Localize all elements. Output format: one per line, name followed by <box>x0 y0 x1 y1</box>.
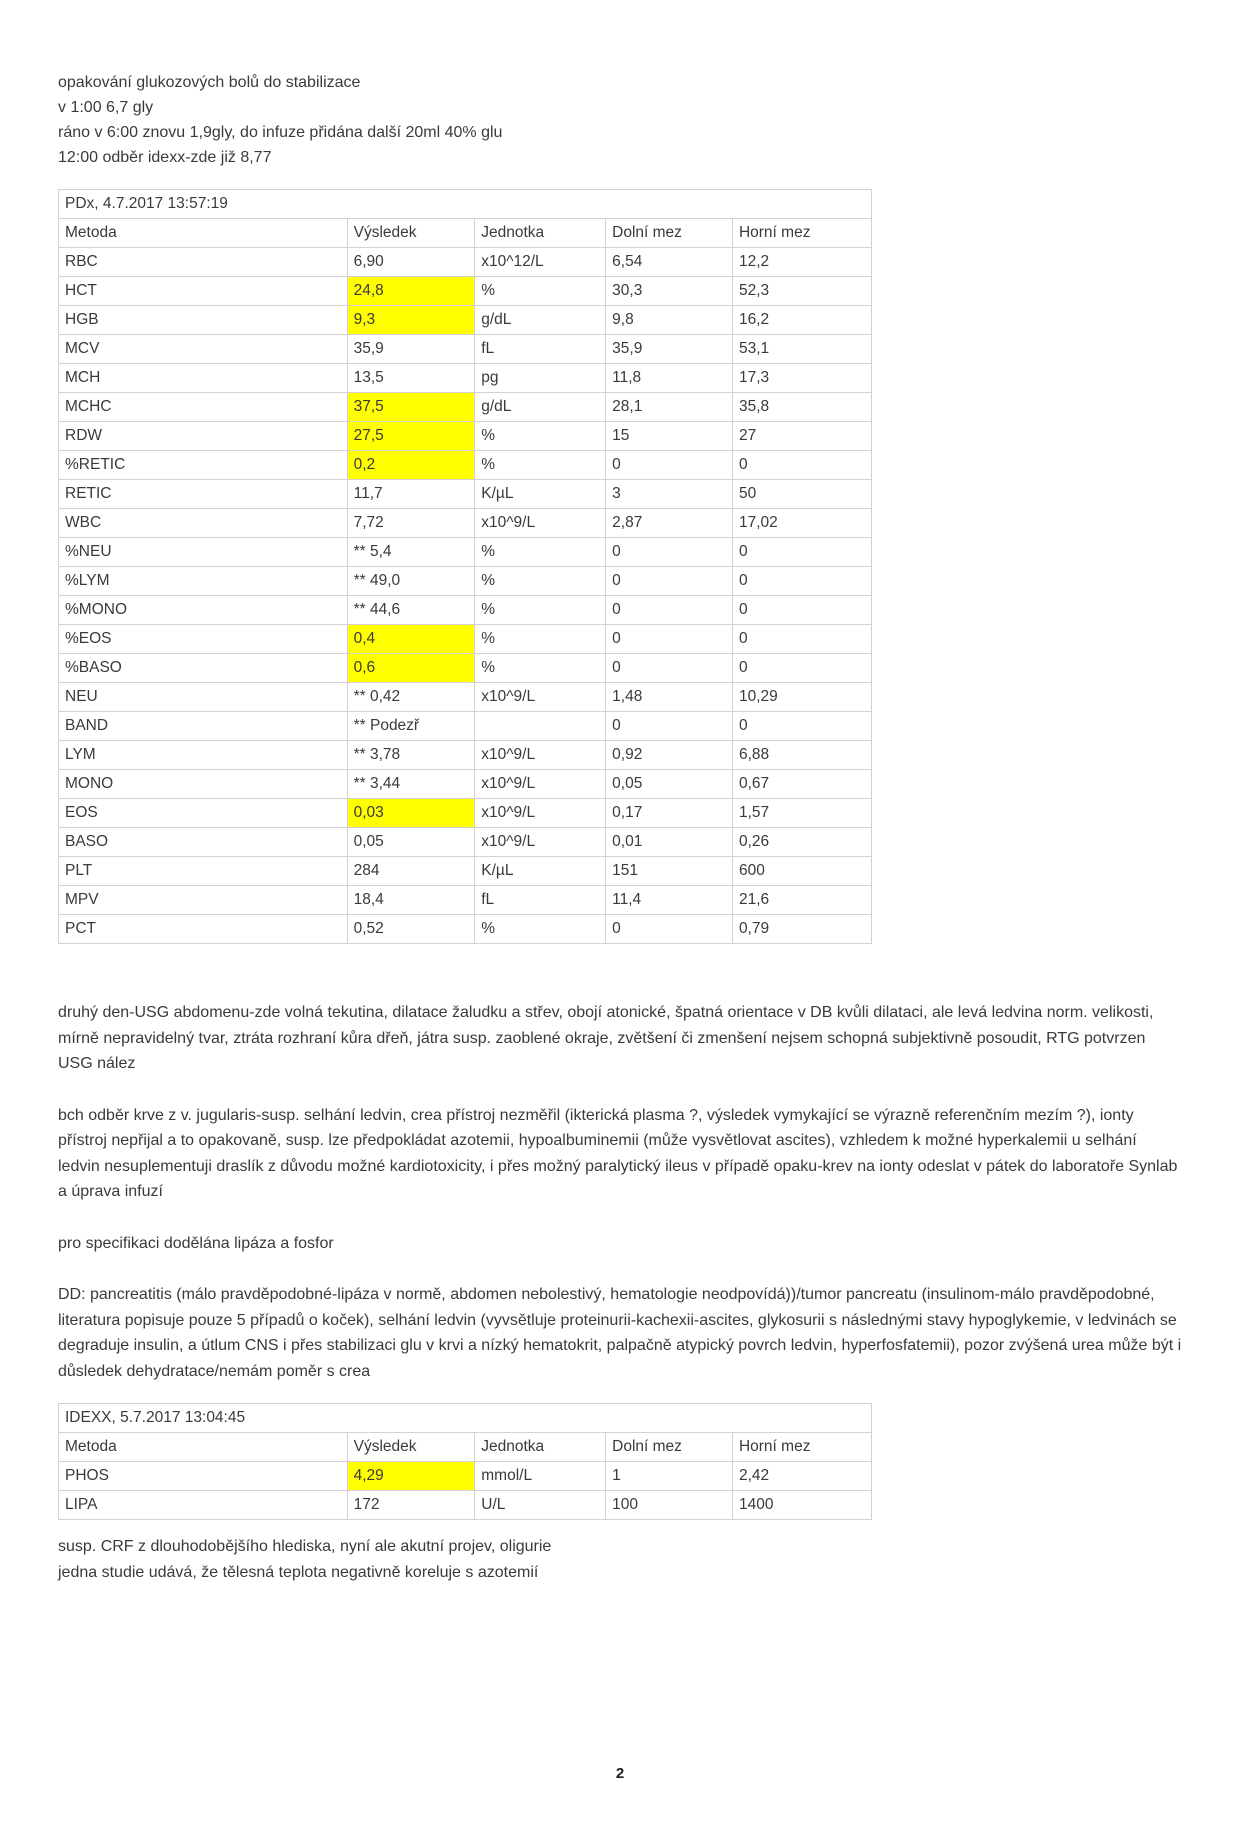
table-row <box>59 625 872 654</box>
document-page <box>0 70 1240 1585</box>
cell-vysledek: 172 <box>347 1491 475 1520</box>
cell-jednotka: x10^9/L <box>475 509 606 538</box>
cell-jednotka: g/dL <box>475 306 606 335</box>
cell-dolni-mez: 9,8 <box>606 306 733 335</box>
cell-vysledek: ** Podezř <box>347 712 475 741</box>
cell-jednotka: x10^9/L <box>475 770 606 799</box>
column-header: Horní mez <box>732 219 871 248</box>
table-title: PDx, 4.7.2017 13:57:19 <box>59 190 872 219</box>
table-header-row <box>59 219 872 248</box>
paragraph-blood-draw: bch odběr krve z v. jugularis-susp. selhání ledvin, crea přístroj nezměřil (ikterická plasma ?, výsledek vymykající se výrazně referenčním mezím ?), ionty přístroj nepřijal a to opakovaně, susp. lze předpokládat azotemii, hypoalbuminemii (může vysvětlovat ascites), vzhledem k možné hyperkalemii u selhání ledvin nesuplementuji draslík z důvodu možné kardiotoxicity, i přes možný paralytický ileus v případě opaku-krev na ionty odeslat v pátek do laboratoře Synlab a úprava infuzí <box>58 1106 1178 1200</box>
cell-horni-mez: 0 <box>732 712 871 741</box>
cell-metoda: %MONO <box>59 596 348 625</box>
clinical-notes-top <box>58 70 1182 170</box>
table-row <box>59 683 872 712</box>
cell-metoda: BAND <box>59 712 348 741</box>
table-row <box>59 741 872 770</box>
cell-jednotka: % <box>475 277 606 306</box>
cell-jednotka: % <box>475 538 606 567</box>
cell-vysledek: ** 0,42 <box>347 683 475 712</box>
cell-dolni-mez: 35,9 <box>606 335 733 364</box>
cell-horni-mez: 27 <box>732 422 871 451</box>
cell-vysledek: ** 3,44 <box>347 770 475 799</box>
cell-dolni-mez: 0 <box>606 567 733 596</box>
column-header: Dolní mez <box>606 1433 733 1462</box>
cell-metoda: %NEU <box>59 538 348 567</box>
cell-jednotka: % <box>475 654 606 683</box>
cell-vysledek: 13,5 <box>347 364 475 393</box>
table-row <box>59 364 872 393</box>
cell-dolni-mez: 0 <box>606 538 733 567</box>
cell-metoda: MCV <box>59 335 348 364</box>
cell-metoda: RDW <box>59 422 348 451</box>
cell-horni-mez: 0 <box>732 567 871 596</box>
table-row <box>59 451 872 480</box>
cell-metoda: LIPA <box>59 1491 348 1520</box>
column-header: Jednotka <box>475 219 606 248</box>
cell-dolni-mez: 100 <box>606 1491 733 1520</box>
cell-jednotka: x10^9/L <box>475 683 606 712</box>
cell-metoda: LYM <box>59 741 348 770</box>
table-title-row <box>59 1404 872 1433</box>
column-header: Jednotka <box>475 1433 606 1462</box>
intro-line: opakování glukozových bolů do stabilizace <box>58 74 361 91</box>
cell-horni-mez: 600 <box>732 857 871 886</box>
cell-vysledek: ** 5,4 <box>347 538 475 567</box>
table-row <box>59 770 872 799</box>
cell-dolni-mez: 0,17 <box>606 799 733 828</box>
table-row <box>59 248 872 277</box>
table-row <box>59 799 872 828</box>
cell-jednotka: fL <box>475 335 606 364</box>
cell-dolni-mez: 3 <box>606 480 733 509</box>
cell-dolni-mez: 0 <box>606 625 733 654</box>
table-row <box>59 712 872 741</box>
crf-line: susp. CRF z dlouhodobějšího hlediska, nyní ale akutní projev, oligurie <box>58 1538 552 1555</box>
cell-metoda: %BASO <box>59 654 348 683</box>
table-row <box>59 1491 872 1520</box>
cell-dolni-mez: 6,54 <box>606 248 733 277</box>
cell-horni-mez: 0,67 <box>732 770 871 799</box>
lab-results-table-pdx <box>58 189 872 944</box>
cell-vysledek: ** 3,78 <box>347 741 475 770</box>
cell-jednotka: x10^9/L <box>475 741 606 770</box>
cell-jednotka: % <box>475 451 606 480</box>
table-row <box>59 277 872 306</box>
cell-horni-mez: 0 <box>732 596 871 625</box>
cell-dolni-mez: 11,4 <box>606 886 733 915</box>
table-row <box>59 306 872 335</box>
cell-metoda: MCH <box>59 364 348 393</box>
cell-horni-mez: 17,02 <box>732 509 871 538</box>
cell-metoda: WBC <box>59 509 348 538</box>
cell-horni-mez: 12,2 <box>732 248 871 277</box>
cell-horni-mez: 16,2 <box>732 306 871 335</box>
cell-horni-mez: 21,6 <box>732 886 871 915</box>
table-row <box>59 596 872 625</box>
intro-line: 12:00 odběr idexx-zde již 8,77 <box>58 149 272 166</box>
column-header: Horní mez <box>732 1433 871 1462</box>
cell-vysledek: 37,5 <box>347 393 475 422</box>
table-row <box>59 509 872 538</box>
table-row <box>59 915 872 944</box>
column-header: Metoda <box>59 219 348 248</box>
cell-metoda: HCT <box>59 277 348 306</box>
cell-horni-mez: 0 <box>732 654 871 683</box>
cell-metoda: %RETIC <box>59 451 348 480</box>
cell-vysledek: 6,90 <box>347 248 475 277</box>
column-header: Dolní mez <box>606 219 733 248</box>
cell-metoda: MCHC <box>59 393 348 422</box>
cell-horni-mez: 0,26 <box>732 828 871 857</box>
crf-line: jedna studie udává, že tělesná teplota negativně koreluje s azotemií <box>58 1563 539 1581</box>
cell-jednotka: x10^12/L <box>475 248 606 277</box>
cell-vysledek: ** 49,0 <box>347 567 475 596</box>
cell-horni-mez: 10,29 <box>732 683 871 712</box>
cell-dolni-mez: 0,05 <box>606 770 733 799</box>
cell-jednotka: g/dL <box>475 393 606 422</box>
page-number: 2 <box>615 1765 625 1782</box>
cell-metoda: MONO <box>59 770 348 799</box>
cell-horni-mez: 1400 <box>732 1491 871 1520</box>
cell-jednotka: K/µL <box>475 857 606 886</box>
cell-vysledek: 0,2 <box>347 451 475 480</box>
cell-metoda: RBC <box>59 248 348 277</box>
cell-jednotka: pg <box>475 364 606 393</box>
cell-dolni-mez: 0 <box>606 915 733 944</box>
cell-metoda: PLT <box>59 857 348 886</box>
cell-dolni-mez: 15 <box>606 422 733 451</box>
cell-metoda: BASO <box>59 828 348 857</box>
cell-dolni-mez: 1 <box>606 1462 733 1491</box>
cell-vysledek: 7,72 <box>347 509 475 538</box>
cell-jednotka: % <box>475 567 606 596</box>
cell-horni-mez: 50 <box>732 480 871 509</box>
cell-dolni-mez: 151 <box>606 857 733 886</box>
cell-dolni-mez: 0 <box>606 654 733 683</box>
cell-metoda: %EOS <box>59 625 348 654</box>
cell-metoda: RETIC <box>59 480 348 509</box>
cell-dolni-mez: 1,48 <box>606 683 733 712</box>
cell-vysledek: 4,29 <box>347 1462 475 1491</box>
cell-horni-mez: 52,3 <box>732 277 871 306</box>
cell-horni-mez: 6,88 <box>732 741 871 770</box>
cell-jednotka: x10^9/L <box>475 799 606 828</box>
cell-vysledek: 24,8 <box>347 277 475 306</box>
cell-vysledek: 0,4 <box>347 625 475 654</box>
table-row <box>59 538 872 567</box>
cell-dolni-mez: 30,3 <box>606 277 733 306</box>
cell-metoda: EOS <box>59 799 348 828</box>
cell-metoda: HGB <box>59 306 348 335</box>
table-row <box>59 1462 872 1491</box>
cell-horni-mez: 0 <box>732 538 871 567</box>
cell-vysledek: 9,3 <box>347 306 475 335</box>
cell-metoda: %LYM <box>59 567 348 596</box>
cell-vysledek: 27,5 <box>347 422 475 451</box>
table-title: IDEXX, 5.7.2017 13:04:45 <box>59 1404 872 1433</box>
cell-dolni-mez: 28,1 <box>606 393 733 422</box>
column-header: Výsledek <box>347 1433 475 1462</box>
cell-dolni-mez: 0,01 <box>606 828 733 857</box>
cell-metoda: MPV <box>59 886 348 915</box>
cell-jednotka: % <box>475 915 606 944</box>
cell-metoda: PCT <box>59 915 348 944</box>
table-row <box>59 335 872 364</box>
table-row <box>59 654 872 683</box>
intro-line: ráno v 6:00 znovu 1,9gly, do infuze přidána další 20ml 40% glu <box>58 124 503 141</box>
paragraph-lipase-phosphorus: pro specifikaci dodělána lipáza a fosfor <box>58 1234 334 1252</box>
cell-jednotka: mmol/L <box>475 1462 606 1491</box>
cell-horni-mez: 35,8 <box>732 393 871 422</box>
paragraph-differential-diagnosis: DD: pancreatitis (málo pravděpodobné-lipáza v normě, abdomen nebolestivý, hematologie neodpovídá))/tumor pancreatu (insulinom-málo pravděpodobné, literatura popisuje pouze 5 případů o koček), selhání ledvin (vyvsětluje proteinurii-kachexii-ascites, glykosurii s následnými stavy hypoglykemie, v ledvinách se degraduje insulin, a útlum CNS i přes stabilizaci glu v krvi a nízký hematokrit, palpačně atypický povrch ledvin, hyperfosfatemii), pozor zvýšená urea může být i důsledek dehydratace/nemám poměr s crea <box>58 1286 1182 1380</box>
cell-dolni-mez: 0 <box>606 712 733 741</box>
table-row <box>59 886 872 915</box>
cell-vysledek: 284 <box>347 857 475 886</box>
cell-jednotka: U/L <box>475 1491 606 1520</box>
cell-horni-mez: 17,3 <box>732 364 871 393</box>
table-title-row <box>59 190 872 219</box>
column-header: Metoda <box>59 1433 348 1462</box>
table-row <box>59 567 872 596</box>
cell-dolni-mez: 0,92 <box>606 741 733 770</box>
cell-jednotka <box>475 712 606 741</box>
cell-jednotka: % <box>475 625 606 654</box>
cell-horni-mez: 1,57 <box>732 799 871 828</box>
cell-horni-mez: 0,79 <box>732 915 871 944</box>
cell-jednotka: K/µL <box>475 480 606 509</box>
cell-vysledek: 11,7 <box>347 480 475 509</box>
cell-horni-mez: 0 <box>732 625 871 654</box>
cell-jednotka: fL <box>475 886 606 915</box>
cell-jednotka: % <box>475 422 606 451</box>
table-row <box>59 422 872 451</box>
cell-vysledek: 0,05 <box>347 828 475 857</box>
paragraph-usg-findings: druhý den-USG abdomenu-zde volná tekutina, dilatace žaludku a střev, obojí atonické, špatná orientace v DB kvůli dilataci, ale levá ledvina norm. velikosti, mírně nepravidelný tvar, ztráta rozhraní kůra dřeň, játra susp. zaoblené okraje, zvětšení či zmenšení nejsem schopná subjektivně posoudit, RTG potvrzen USG nález <box>58 1004 1154 1072</box>
intro-line: v 1:00 6,7 gly <box>58 99 154 116</box>
paragraph-crf-conclusion <box>58 1534 1182 1585</box>
cell-jednotka: x10^9/L <box>475 828 606 857</box>
lab-results-table-idexx <box>58 1403 872 1520</box>
cell-horni-mez: 0 <box>732 451 871 480</box>
table-header-row <box>59 1433 872 1462</box>
table-row <box>59 828 872 857</box>
cell-metoda: NEU <box>59 683 348 712</box>
cell-vysledek: 0,03 <box>347 799 475 828</box>
cell-horni-mez: 2,42 <box>732 1462 871 1491</box>
cell-dolni-mez: 0 <box>606 451 733 480</box>
cell-dolni-mez: 0 <box>606 596 733 625</box>
cell-metoda: PHOS <box>59 1462 348 1491</box>
cell-dolni-mez: 11,8 <box>606 364 733 393</box>
cell-dolni-mez: 2,87 <box>606 509 733 538</box>
cell-jednotka: % <box>475 596 606 625</box>
cell-vysledek: 0,52 <box>347 915 475 944</box>
cell-horni-mez: 53,1 <box>732 335 871 364</box>
cell-vysledek: 35,9 <box>347 335 475 364</box>
cell-vysledek: ** 44,6 <box>347 596 475 625</box>
table-row <box>59 393 872 422</box>
table-row <box>59 480 872 509</box>
cell-vysledek: 0,6 <box>347 654 475 683</box>
column-header: Výsledek <box>347 219 475 248</box>
table-row <box>59 857 872 886</box>
cell-vysledek: 18,4 <box>347 886 475 915</box>
